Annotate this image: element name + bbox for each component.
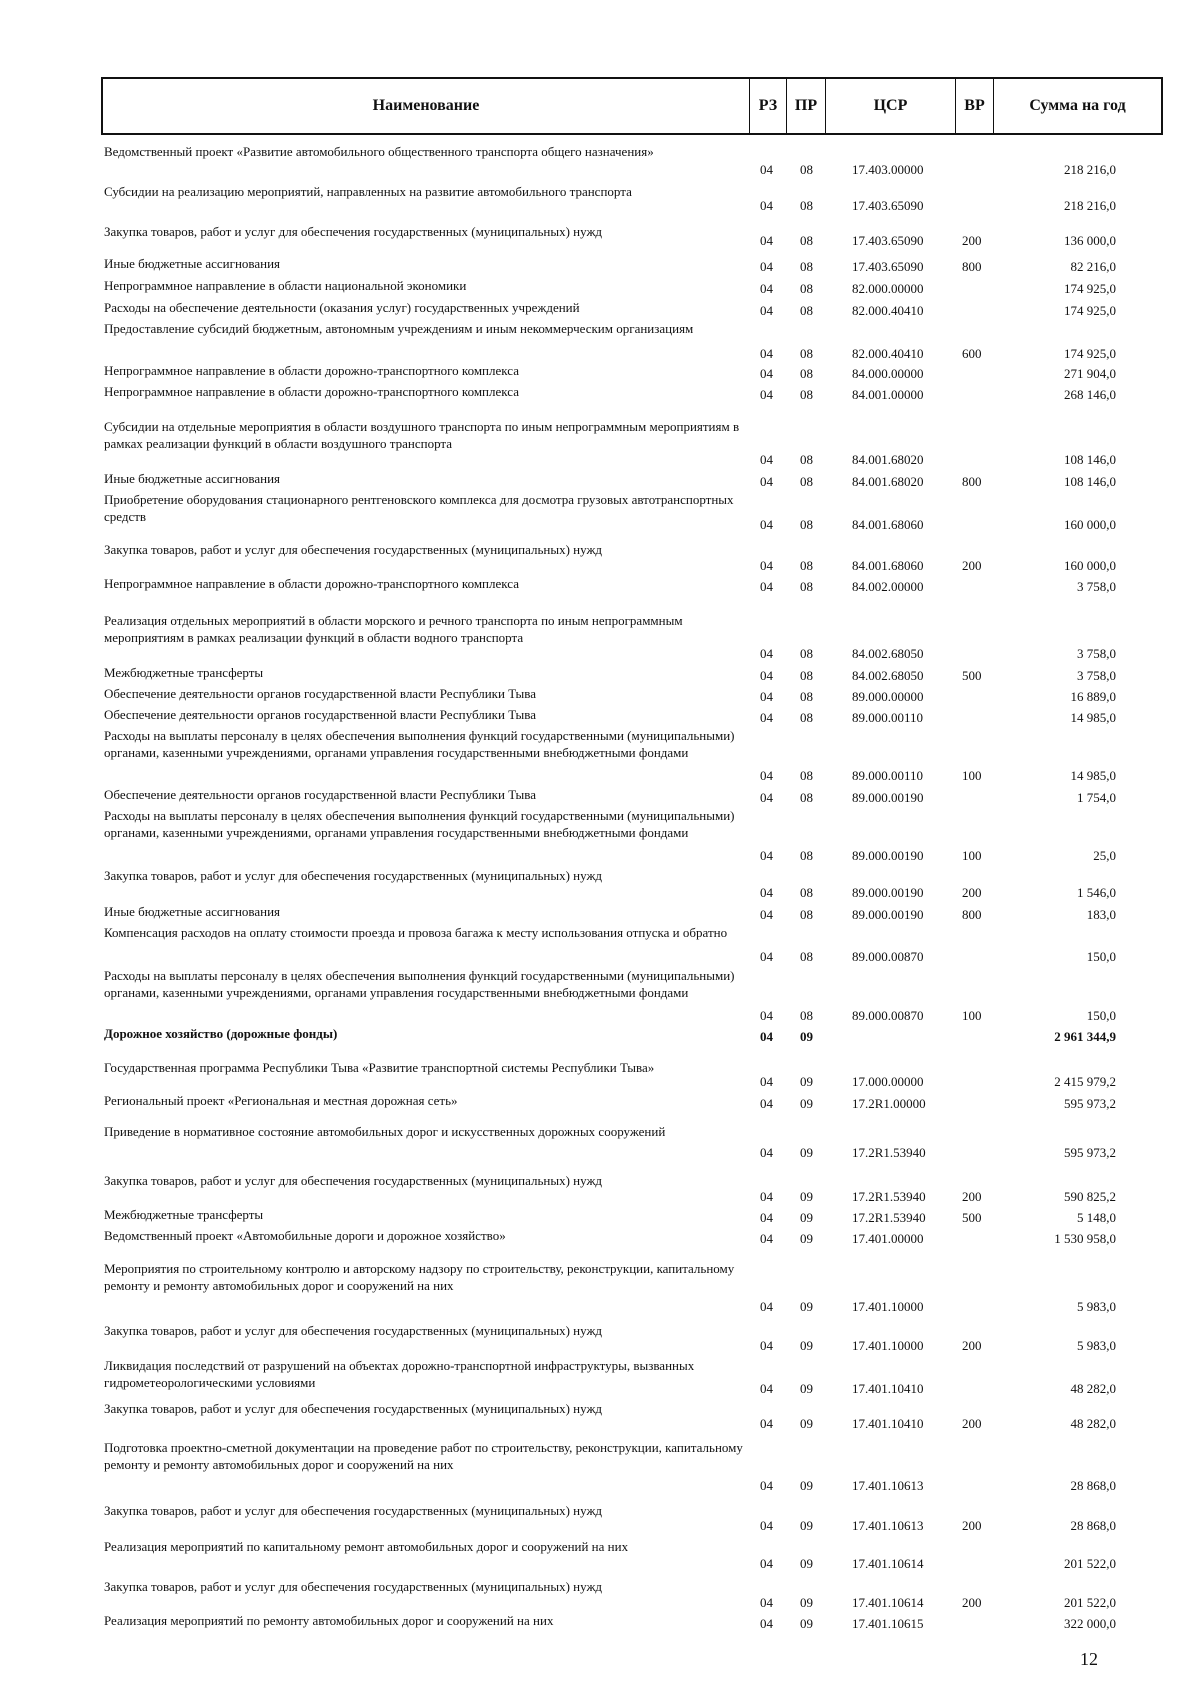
cell-rz: 04 [760,1338,773,1353]
cell-sum: 1 530 958,0 [1054,1231,1116,1246]
cell-name: Приобретение оборудования стационарного рентгеновского комплекса для досмотра грузовых автотранспортных средств [104,492,734,524]
cell-name: Закупка товаров, работ и услуг для обеспечения государственных (муниципальных) нужд [104,1173,603,1188]
cell-rz: 04 [760,710,773,725]
cell-sum: 108 146,0 [1064,474,1116,489]
cell-sum: 48 282,0 [1070,1416,1116,1431]
cell-rz: 04 [760,233,773,248]
cell-pr: 08 [800,452,813,467]
table-row [0,223,1200,249]
cell-csr: 17.401.10000 [852,1299,924,1314]
cell-name: Закупка товаров, работ и услуг для обеспечения государственных (муниципальных) нужд [104,868,603,883]
cell-rz: 04 [760,646,773,661]
table-row [0,1227,1200,1247]
table-row [0,575,1200,595]
cell-pr: 08 [800,259,813,274]
cell-rz: 04 [760,1074,773,1089]
cell-pr: 09 [800,1189,813,1204]
cell-csr: 84.002.68050 [852,646,924,661]
header-sum: Сумма на год [1029,97,1126,114]
cell-csr: 82.000.40410 [852,303,924,318]
cell-vr: 200 [962,233,982,248]
table-row [0,1612,1200,1632]
table-row [0,1172,1200,1205]
cell-csr: 82.000.00000 [852,281,924,296]
cell-sum: 2 961 344,9 [1054,1029,1116,1044]
table-row [0,1502,1200,1534]
cell-pr: 09 [800,1231,813,1246]
cell-csr: 89.000.00190 [852,885,924,900]
cell-pr: 09 [800,1299,813,1314]
cell-name: Государственная программа Республики Тыва «Развитие транспортной системы Республики Тыва» [104,1060,655,1075]
cell-sum: 595 973,2 [1064,1145,1116,1160]
cell-pr: 09 [800,1338,813,1353]
cell-csr: 17.401.10000 [852,1338,924,1353]
cell-name: Субсидии на отдельные мероприятия в области воздушного транспорта по иным непрограммным мероприятиям в рамках реализации функций в области воздушного транспорта [104,419,740,451]
header-vr: ВР [956,79,994,133]
cell-name: Расходы на выплаты персоналу в целях обеспечения выполнения функций государственными (муниципальными) органами, казенными учреждениями, органами управления государственными внебюджетными фондами [104,808,735,840]
table-row [0,255,1200,275]
cell-csr: 17.401.00000 [852,1231,924,1246]
table-row [0,1357,1200,1397]
cell-rz: 04 [760,1231,773,1246]
cell-rz: 04 [760,1299,773,1314]
table-row [0,470,1200,490]
cell-vr: 500 [962,668,982,683]
cell-sum: 136 000,0 [1064,233,1116,248]
table-row [0,1439,1200,1494]
table-row [0,362,1200,382]
cell-csr: 89.000.00110 [852,710,924,725]
cell-pr: 08 [800,233,813,248]
cell-name: Компенсация расходов на оплату стоимости проезда и провоза багажа к месту использования отпуска и обратно [104,925,728,940]
cell-csr: 17.401.10410 [852,1381,924,1396]
cell-name: Непрограммное направление в области дорожно-транспортного комплекса [104,384,519,399]
table-row [0,1322,1200,1354]
cell-csr: 84.001.00000 [852,387,924,402]
cell-sum: 48 282,0 [1070,1381,1116,1396]
cell-pr: 08 [800,848,813,863]
header-csr: ЦСР [826,79,956,133]
table-row [0,924,1200,965]
cell-csr: 17.401.10615 [852,1616,924,1631]
cell-rz: 04 [760,346,773,361]
cell-csr: 89.000.00870 [852,1008,924,1023]
cell-rz: 04 [760,517,773,532]
cell-sum: 174 925,0 [1064,281,1116,296]
cell-csr: 84.001.68020 [852,474,924,489]
cell-rz: 04 [760,885,773,900]
cell-sum: 160 000,0 [1064,558,1116,573]
cell-sum: 16 889,0 [1070,689,1116,704]
cell-pr: 08 [800,646,813,661]
cell-name: Закупка товаров, работ и услуг для обеспечения государственных (муниципальных) нужд [104,224,603,239]
table-row [0,183,1200,214]
cell-pr: 08 [800,949,813,964]
cell-pr: 08 [800,198,813,213]
cell-name: Иные бюджетные ассигнования [104,256,281,271]
cell-name: Обеспечение деятельности органов государственной власти Республики Тыва [104,707,536,722]
cell-rz: 04 [760,366,773,381]
cell-vr: 100 [962,1008,982,1023]
cell-sum: 3 758,0 [1077,646,1116,661]
cell-rz: 04 [760,579,773,594]
table-row [0,685,1200,705]
table-row [0,664,1200,684]
cell-name: Закупка товаров, работ и услуг для обеспечения государственных (муниципальных) нужд [104,1401,603,1416]
cell-csr: 17.2R1.53940 [852,1210,926,1225]
cell-rz: 04 [760,1381,773,1396]
cell-csr: 17.403.65090 [852,198,924,213]
cell-name: Реализация мероприятий по капитальному ремонт автомобильных дорог и сооружений на них [104,1539,629,1554]
cell-vr: 200 [962,1189,982,1204]
cell-sum: 2 415 979,2 [1054,1074,1116,1089]
cell-pr: 08 [800,768,813,783]
cell-pr: 08 [800,387,813,402]
cell-name: Обеспечение деятельности органов государственной власти Республики Тыва [104,787,536,802]
cell-csr: 89.000.00190 [852,790,924,805]
cell-csr: 89.000.00190 [852,907,924,922]
cell-name: Реализация отдельных мероприятий в области морского и речного транспорта по иным непрограммным мероприятиям в рамках реализации функций в области водного транспорта [104,613,683,645]
cell-vr: 200 [962,1518,982,1533]
page-number: 12 [1080,1649,1098,1669]
cell-name: Ведомственный проект «Автомобильные дороги и дорожное хозяйство» [104,1228,506,1243]
table-row [0,143,1200,178]
header-name: Наименование [103,79,750,133]
cell-rz: 04 [760,474,773,489]
cell-csr: 17.2R1.53940 [852,1145,926,1160]
cell-rz: 04 [760,907,773,922]
cell-pr: 09 [800,1478,813,1493]
cell-sum: 174 925,0 [1064,303,1116,318]
cell-rz: 04 [760,1145,773,1160]
cell-name: Непрограммное направление в области дорожно-транспортного комплекса [104,576,519,591]
table-header [101,77,1163,135]
cell-pr: 08 [800,366,813,381]
cell-name: Подготовка проектно-сметной документации на проведение работ по строительству, реконструкции, капитальному ремонту и ремонту автомобильных дорог и сооружений на них [104,1440,743,1472]
cell-pr: 08 [800,710,813,725]
cell-sum: 5 983,0 [1077,1299,1116,1314]
cell-sum: 201 522,0 [1064,1556,1116,1571]
cell-vr: 100 [962,768,982,783]
cell-csr: 84.001.68060 [852,517,924,532]
table-row [0,299,1200,319]
cell-csr: 84.002.00000 [852,579,924,594]
cell-name: Расходы на обеспечение деятельности (оказания услуг) государственных учреждений [104,300,580,315]
cell-sum: 271 904,0 [1064,366,1116,381]
cell-csr: 84.001.68060 [852,558,924,573]
cell-pr: 09 [800,1074,813,1089]
cell-rz: 04 [760,848,773,863]
cell-csr: 84.001.68020 [852,452,924,467]
cell-sum: 3 758,0 [1077,579,1116,594]
cell-name: Закупка товаров, работ и услуг для обеспечения государственных (муниципальных) нужд [104,1323,603,1338]
cell-csr: 89.000.00190 [852,848,924,863]
cell-pr: 08 [800,162,813,177]
cell-csr: 17.401.10613 [852,1478,924,1493]
cell-name: Иные бюджетные ассигнования [104,471,281,486]
cell-sum: 3 758,0 [1077,668,1116,683]
cell-rz: 04 [760,1518,773,1533]
cell-rz: 04 [760,1008,773,1023]
cell-csr: 89.000.00000 [852,689,924,704]
cell-rz: 04 [760,1556,773,1571]
cell-name: Закупка товаров, работ и услуг для обеспечения государственных (муниципальных) нужд [104,542,603,557]
cell-name: Мероприятия по строительному контролю и авторскому надзору по строительству, реконструкции, капитальному ремонту и ремонту автомобильных дорог и сооружений на них [104,1261,735,1293]
table-row [0,1400,1200,1432]
table-row [0,903,1200,923]
cell-csr: 84.002.68050 [852,668,924,683]
cell-rz: 04 [760,1189,773,1204]
cell-rz: 04 [760,198,773,213]
cell-rz: 04 [760,452,773,467]
cell-sum: 590 825,2 [1064,1189,1116,1204]
table-row [0,967,1200,1024]
cell-pr: 08 [800,790,813,805]
cell-vr: 200 [962,1595,982,1610]
table-row [0,612,1200,662]
cell-rz: 04 [760,387,773,402]
cell-csr: 17.2R1.00000 [852,1096,926,1111]
cell-vr: 200 [962,558,982,573]
cell-sum: 160 000,0 [1064,517,1116,532]
cell-pr: 09 [800,1595,813,1610]
cell-rz: 04 [760,558,773,573]
cell-sum: 25,0 [1093,848,1116,863]
cell-sum: 150,0 [1086,949,1116,964]
cell-sum: 322 000,0 [1064,1616,1116,1631]
cell-pr: 09 [800,1416,813,1431]
table-row [0,727,1200,784]
cell-pr: 08 [800,474,813,489]
cell-vr: 500 [962,1210,982,1225]
table-row [0,491,1200,533]
cell-pr: 08 [800,558,813,573]
table-row [0,383,1200,403]
cell-rz: 04 [760,668,773,683]
cell-pr: 09 [800,1145,813,1160]
cell-pr: 08 [800,1008,813,1023]
cell-name: Межбюджетные трансферты [104,1207,264,1222]
cell-rz: 04 [760,1096,773,1111]
cell-name: Приведение в нормативное состояние автомобильных дорог и искусственных дорожных сооружений [104,1124,666,1139]
cell-csr: 82.000.40410 [852,346,924,361]
cell-vr: 100 [962,848,982,863]
cell-name: Обеспечение деятельности органов государственной власти Республики Тыва [104,686,536,701]
cell-sum: 14 985,0 [1070,768,1116,783]
table-row [0,867,1200,901]
cell-pr: 08 [800,303,813,318]
cell-sum: 201 522,0 [1064,1595,1116,1610]
cell-sum: 1 546,0 [1077,885,1116,900]
cell-pr: 09 [800,1029,813,1044]
table-row [0,706,1200,726]
cell-name: Предоставление субсидий бюджетным, автономным учреждениям и иным некоммерческим организациям [104,321,694,336]
cell-name: Непрограммное направление в области национальной экономики [104,278,467,293]
cell-pr: 09 [800,1556,813,1571]
cell-name: Реализация мероприятий по ремонту автомобильных дорог и сооружений на них [104,1613,554,1628]
cell-sum: 1 754,0 [1077,790,1116,805]
cell-sum: 174 925,0 [1064,346,1116,361]
cell-csr: 17.401.10410 [852,1416,924,1431]
cell-csr: 17.000.00000 [852,1074,924,1089]
cell-vr: 800 [962,907,982,922]
cell-name: Дорожное хозяйство (дорожные фонды) [104,1026,338,1041]
cell-csr: 17.403.65090 [852,259,924,274]
cell-pr: 08 [800,689,813,704]
cell-sum: 150,0 [1086,1008,1116,1023]
table-row [0,320,1200,362]
cell-csr: 89.000.00870 [852,949,924,964]
cell-vr: 800 [962,474,982,489]
cell-pr: 09 [800,1210,813,1225]
cell-sum: 595 973,2 [1064,1096,1116,1111]
cell-name: Непрограммное направление в области дорожно-транспортного комплекса [104,363,519,378]
cell-vr: 200 [962,885,982,900]
cell-pr: 08 [800,668,813,683]
table-row [0,1206,1200,1226]
cell-sum: 218 216,0 [1064,162,1116,177]
cell-pr: 09 [800,1096,813,1111]
cell-pr: 08 [800,346,813,361]
cell-rz: 04 [760,1595,773,1610]
cell-pr: 08 [800,517,813,532]
table-row [0,541,1200,574]
cell-name: Закупка товаров, работ и услуг для обеспечения государственных (муниципальных) нужд [104,1579,603,1594]
cell-rz: 04 [760,768,773,783]
cell-csr: 17.403.65090 [852,233,924,248]
cell-sum: 5 983,0 [1077,1338,1116,1353]
cell-csr: 17.2R1.53940 [852,1189,926,1204]
cell-rz: 04 [760,1616,773,1631]
cell-name: Региональный проект «Региональная и местная дорожная сеть» [104,1093,458,1108]
cell-sum: 108 146,0 [1064,452,1116,467]
cell-csr: 84.000.00000 [852,366,924,381]
cell-csr: 17.403.00000 [852,162,924,177]
cell-pr: 09 [800,1381,813,1396]
table-row [0,786,1200,806]
header-pr: ПР [787,79,826,133]
cell-pr: 09 [800,1616,813,1631]
cell-csr: 17.401.10613 [852,1518,924,1533]
table-row [0,1578,1200,1611]
cell-vr: 200 [962,1338,982,1353]
cell-sum: 28 868,0 [1070,1478,1116,1493]
cell-rz: 04 [760,1029,773,1044]
table-row [0,277,1200,297]
cell-rz: 04 [760,303,773,318]
cell-vr: 600 [962,346,982,361]
cell-name: Расходы на выплаты персоналу в целях обеспечения выполнения функций государственными (муниципальными) органами, казенными учреждениями, органами управления государственными внебюджетными фондами [104,968,735,1000]
table-row [0,1025,1200,1045]
cell-rz: 04 [760,949,773,964]
cell-pr: 08 [800,281,813,296]
table-row [0,1538,1200,1572]
cell-name: Расходы на выплаты персоналу в целях обеспечения выполнения функций государственными (муниципальными) органами, казенными учреждениями, органами управления государственными внебюджетными фондами [104,728,735,760]
cell-pr: 08 [800,907,813,922]
cell-pr: 09 [800,1518,813,1533]
cell-rz: 04 [760,1210,773,1225]
cell-sum: 268 146,0 [1064,387,1116,402]
cell-rz: 04 [760,790,773,805]
cell-name: Межбюджетные трансферты [104,665,264,680]
cell-pr: 08 [800,579,813,594]
cell-vr: 800 [962,259,982,274]
table-row [0,418,1200,468]
cell-sum: 82 216,0 [1070,259,1116,274]
cell-csr: 17.401.10614 [852,1595,924,1610]
cell-rz: 04 [760,689,773,704]
cell-pr: 08 [800,885,813,900]
table-row [0,1260,1200,1315]
table-row [0,807,1200,864]
cell-csr: 17.401.10614 [852,1556,924,1571]
cell-name: Ведомственный проект «Развитие автомобильного общественного транспорта общего назначения» [104,144,654,159]
cell-sum: 183,0 [1086,907,1116,922]
header-rz: РЗ [750,79,787,133]
cell-csr: 89.000.00110 [852,768,924,783]
cell-sum: 14 985,0 [1070,710,1116,725]
cell-sum: 28 868,0 [1070,1518,1116,1533]
cell-sum: 218 216,0 [1064,198,1116,213]
table-row [0,1092,1200,1112]
cell-rz: 04 [760,162,773,177]
table-row [0,1123,1200,1161]
cell-name: Закупка товаров, работ и услуг для обеспечения государственных (муниципальных) нужд [104,1503,603,1518]
cell-rz: 04 [760,281,773,296]
cell-rz: 04 [760,1478,773,1493]
cell-name: Иные бюджетные ассигнования [104,904,281,919]
cell-rz: 04 [760,259,773,274]
cell-rz: 04 [760,1416,773,1431]
cell-vr: 200 [962,1416,982,1431]
cell-sum: 5 148,0 [1077,1210,1116,1225]
cell-name: Ликвидация последствий от разрушений на объектах дорожно-транспортной инфраструктуры, вызванных гидрометеорологическими условиями [104,1358,695,1390]
cell-name: Субсидии на реализацию мероприятий, направленных на развитие автомобильного транспорта [104,184,632,199]
table-row [0,1059,1200,1090]
